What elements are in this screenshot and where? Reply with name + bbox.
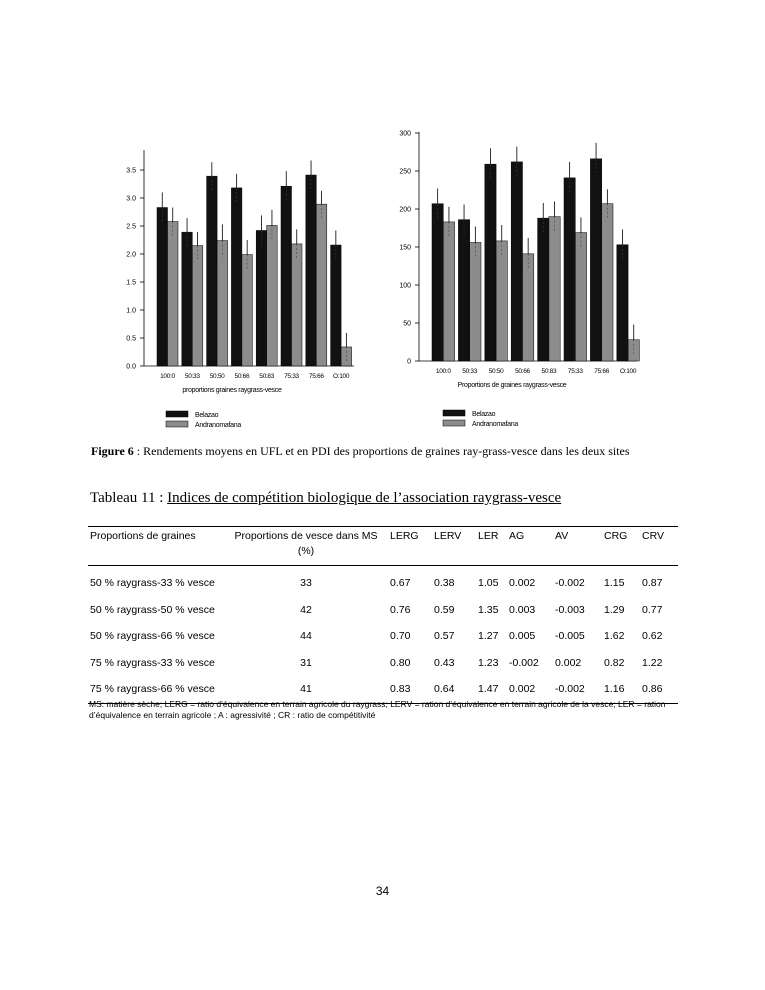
x-tick-label: 75:33 (567, 368, 583, 375)
x-tick-label: 100:0 (435, 368, 451, 375)
x-tick-label: 75:33 (284, 373, 299, 380)
table-cell: 1.23 (478, 656, 499, 669)
table-header-row (88, 527, 678, 566)
y-tick-label: 1.5 (126, 279, 136, 287)
y-tick-label: 0.5 (126, 335, 136, 343)
bar-belazao (564, 178, 575, 361)
table-cell: 1.47 (476, 676, 507, 703)
bar-andranomafana (496, 241, 507, 361)
table-cell: 0.64 (432, 676, 476, 703)
y-tick-label: 200 (399, 206, 411, 214)
chart-pdi (0, 0, 765, 445)
table-cell: 0.002 (509, 577, 536, 590)
table-cell: 1.16 (602, 676, 640, 703)
figure-text: : Rendements moyens en UFL et en PDI des proportions de graines ray-grass-vesce dans les deux sites (133, 444, 630, 458)
bar-belazao (458, 220, 469, 361)
table-cell: 0.87 (642, 577, 663, 590)
table-cell: 1.27 (478, 630, 499, 643)
x-tick-label: 50:50 (488, 368, 504, 375)
table-cell: 42 (300, 603, 312, 616)
table-cell: 75 % raygrass-66 % vesce (88, 676, 224, 703)
bar-andranomafana (602, 204, 613, 361)
table-cell: 75 % raygrass-33 % vesce (90, 656, 215, 669)
table-cell: 50 % raygrass-33 % vesce (90, 577, 215, 590)
table-cell: 0.59 (434, 603, 455, 616)
header-cell: AG (507, 527, 553, 566)
table-row (88, 597, 678, 624)
table-cell: 50 % raygrass-66 % vesce (90, 630, 215, 643)
table-cell: 0.77 (642, 603, 663, 616)
legend-swatch (443, 410, 465, 416)
x-tick-label: 50:83 (259, 373, 275, 380)
figure-caption (91, 444, 691, 459)
legend-swatch (443, 420, 465, 426)
y-tick-label: 1.0 (126, 307, 136, 315)
table-body (88, 566, 678, 704)
table-footnote: MS: matière sèche; LERG = ratio d’équivalence en terrain agricole du raygrass; LERV = ration d’équivalence en terrain agricole de la vesce; LER = ration d’équivalence en terrain agricole ; A : agressivité ; CR : ratio de compétitivité (89, 699, 666, 720)
legend-label: Belazao (195, 412, 219, 419)
bar-belazao (538, 218, 549, 361)
y-tick-label: 50 (403, 320, 411, 328)
y-tick-label: 250 (399, 168, 411, 176)
legend-label: Andranomafana (472, 421, 518, 428)
table-cell: -0.002 (509, 656, 539, 669)
table-title (90, 490, 561, 507)
table-cell: 1.29 (604, 603, 625, 616)
header-cell: Proportions de graines (88, 527, 224, 566)
bar-andranomafana (628, 340, 639, 361)
x-tick-label: 75:66 (594, 368, 610, 375)
page-number: 34 (375, 884, 390, 898)
x-tick-label: 50:50 (209, 373, 225, 380)
table-cell: -0.002 (553, 676, 602, 703)
x-tick-label: 100:0 (160, 373, 175, 380)
bar-andranomafana (443, 222, 454, 361)
table-cell: 0.43 (434, 656, 455, 669)
bar-belazao (485, 164, 496, 361)
table-cell: 50 % raygrass-50 % vesce (90, 603, 215, 616)
table-cell: 1.35 (478, 603, 499, 616)
table-cell: 0.83 (388, 676, 432, 703)
bar-andranomafana (523, 254, 534, 361)
header-cell: CRG (602, 527, 640, 566)
y-tick-label: 0.0 (126, 363, 136, 371)
x-tick-label: O:100 (619, 368, 637, 375)
table-row (88, 650, 678, 677)
y-tick-label: 2.0 (126, 251, 136, 259)
table-cell: 0.67 (390, 577, 411, 590)
x-tick-label: 75:66 (308, 373, 324, 380)
bar-belazao (590, 159, 601, 361)
table-row (88, 566, 678, 597)
table-cell: 0.76 (390, 603, 411, 616)
table-cell: 0.002 (507, 676, 553, 703)
table-cell: 33 (300, 577, 312, 590)
bar-andranomafana (575, 233, 586, 361)
table-cell: 0.62 (642, 630, 663, 643)
x-tick-label: 50:83 (541, 368, 557, 375)
table-cell: -0.002 (555, 577, 585, 590)
figure-label: Figure 6 (91, 444, 134, 458)
x-tick-label: 50:66 (515, 368, 530, 375)
header-cell: Proportions de vesce dans MS (%) (224, 527, 388, 566)
header-cell: AV (553, 527, 602, 566)
bar-belazao (617, 245, 628, 361)
table-cell: 1.05 (478, 577, 499, 590)
table-cell: 0.38 (434, 577, 455, 590)
y-tick-label: 2.5 (126, 223, 136, 231)
competition-table (88, 526, 678, 704)
table-cell: 31 (300, 656, 312, 669)
table-cell: 0.003 (509, 603, 536, 616)
table-cell: 0.80 (390, 656, 411, 669)
y-tick-label: 3.0 (126, 195, 136, 203)
table-cell: 0.57 (434, 630, 455, 643)
bar-andranomafana (549, 217, 560, 361)
table-row (88, 623, 678, 650)
y-tick-label: 300 (399, 130, 411, 138)
x-tick-label: 50:66 (234, 373, 250, 380)
table-cell: 0.86 (640, 676, 678, 703)
x-tick-label: 50:33 (184, 373, 200, 380)
table-cell: 44 (300, 630, 312, 643)
x-axis-label: proportions graines raygrass-vesce (182, 387, 282, 394)
x-axis-label: Proportions de graines raygrass-vesce (457, 382, 567, 389)
table-cell: 0.002 (555, 656, 582, 669)
table-cell: 0.82 (604, 656, 625, 669)
chart-pdi-svg (0, 0, 765, 440)
table-cell: -0.003 (555, 603, 585, 616)
table-cell: -0.005 (555, 630, 585, 643)
y-tick-label: 0 (407, 358, 411, 366)
bar-andranomafana (470, 242, 481, 361)
header-cell: LERV (432, 527, 476, 566)
x-tick-label: 50:33 (462, 368, 478, 375)
table-cell: 41 (224, 676, 388, 703)
header-cell: LER (476, 527, 507, 566)
table-cell: 1.22 (642, 656, 663, 669)
table-cell: 1.62 (604, 630, 625, 643)
legend-label: Andranomafana (195, 422, 241, 429)
table-label: Tableau 11 : (90, 490, 168, 506)
table-cell: 0.005 (509, 630, 536, 643)
table-cell: 0.70 (390, 630, 411, 643)
x-tick-label: O:100 (332, 373, 350, 380)
y-tick-label: 150 (399, 244, 411, 252)
bar-belazao (432, 204, 443, 361)
header-cell: CRV (640, 527, 678, 566)
table-title-text: Indices de compétition biologique de l’association raygrass-vesce (167, 490, 562, 506)
header-cell: LERG (388, 527, 432, 566)
legend-label: Belazao (472, 411, 496, 418)
y-tick-label: 100 (399, 282, 411, 290)
table-cell: 1.15 (604, 577, 625, 590)
y-tick-label: 3.5 (126, 167, 136, 175)
bar-belazao (511, 162, 522, 361)
